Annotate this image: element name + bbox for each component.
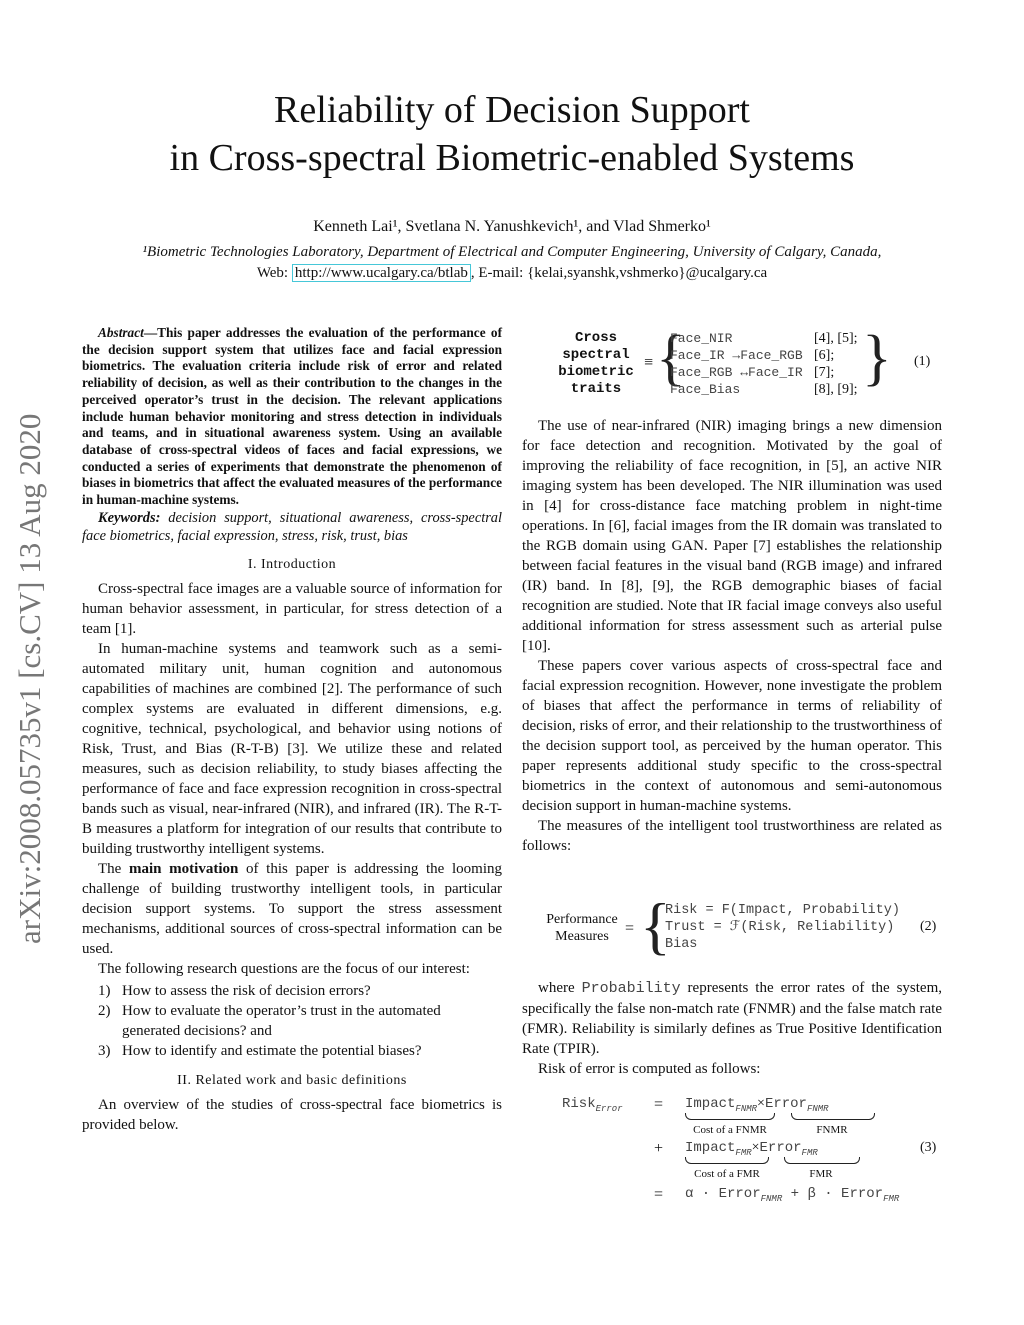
author-list: Kenneth Lai¹, Svetlana N. Yanushkevich¹, and Vlad Shmerko¹ [313,218,711,235]
eq1-row-expr: Face_NIR [670,331,733,346]
keywords-label: Keywords: [98,509,161,526]
research-questions [82,981,502,1061]
eq1-row-expr: Face_Bias [670,382,741,397]
eq3-sub: FNMR [735,1103,758,1114]
abstract-label: Abstract [98,325,144,340]
eq3-lhs-text: Risk [562,1096,596,1112]
probability-term: Probability [581,980,681,997]
equation-3 [522,1092,942,1212]
eq1-row-refs: [8], [9]; [814,382,858,397]
eq2-lhs-line: Measures [555,929,609,944]
left-column [82,325,502,1135]
list-text: How to assess the risk of decision errors? [122,982,371,999]
eq2-lhs-line: Performance [546,912,618,927]
eq3-underbrace-icon [685,1157,769,1164]
eq3-cost-fnmr-label: Cost of a FNMR [693,1124,767,1136]
eq3-equals-1: = [654,1096,664,1113]
motivation-pre: The [98,860,129,877]
eq2-lhs [532,911,635,945]
eq1-lhs-line: traits [570,381,622,397]
lab-url-link[interactable]: http://www.ucalgary.ca/btlab [292,264,471,282]
eq1-row-refs: [7]; [814,365,835,380]
eq3-term-2 [685,1140,818,1158]
intro-paragraph-3 [82,859,502,959]
right-column-lower [522,978,942,1079]
eq1-row-refs: [4], [5]; [814,331,858,346]
eq3-times-icon: × [757,1096,765,1111]
eq3-underbrace-icon [791,1113,875,1120]
eq3-plus: + [654,1140,664,1157]
list-number: 2) [98,1002,111,1019]
keywords [82,509,502,545]
email-text: , E-mail: {kelai,syanshk,vshmerko}@ucalgary.ca [470,265,768,281]
probability-paragraph [522,978,942,1059]
eq3-line-3 [685,1186,899,1204]
contact-line [0,265,1024,282]
list-text: How to identify and estimate the potential biases? [122,1042,422,1059]
title-line-2: in Cross-spectral Biometric-enabled Systems [169,137,855,179]
eq1-lhs-line: Cross [574,330,617,346]
list-item [82,1041,502,1061]
eq1-left-brace-icon: { [656,324,686,392]
related-work-paragraph: An overview of the studies of cross-spectral face biometrics is provided below. [82,1096,502,1133]
intro-paragraph-2: In human-machine systems and teamwork such as a semi-automated military unit, human cognition and autonomous capabilities of machines are combined [2]. The performance of such complex systems are evaluated in different dimensions, e.g. cognitive, technical, psychological, and behavior using notions of Risk, Trust, and Bias (R-T-B) [3]. We utilize these and related measures, such as decision reliability, to study biases affecting the performance of face and face expression recognition in cross-spectral bands such as visual, near-infrared (NIR), and infrared (IR). The R-T-B measures a platform for integration of our results that contribute to building trustworthy intelligent systems. [82,640,502,857]
main-motivation-bold: main motivation [129,860,239,877]
intro-paragraph-1: Cross-spectral face images are a valuable source of information for human behavior assessment, in particular, for stress detection of a team [1]. [82,580,502,637]
eq3-cost-fmr-label: Cost of a FMR [694,1168,760,1180]
list-number: 3) [98,1042,111,1059]
eq1-lhs-line: biometric [558,364,634,380]
eq3-lhs [562,1096,623,1114]
right-column-upper [522,416,942,856]
eq3-underbrace-icon [685,1113,775,1120]
section-heading-introduction: I. Introduction [247,556,337,572]
arxiv-identifier: arXiv:2008.05735v1 [cs.CV] 13 Aug 2020 [12,413,47,944]
affiliation: ¹Biometric Technologies Laboratory, Department of Electrical and Computer Engineering, University of Calgary, Canada, [142,244,882,260]
measures-intro-paragraph: The measures of the intelligent tool trustworthiness are related as follows: [522,818,942,854]
eq3-times-icon: × [751,1140,760,1155]
eq2-row: Bias [665,937,698,952]
eq3-sub: FNMR [806,1103,829,1114]
eq1-refs [814,330,858,398]
eq3-impact-fnmr: Impact [685,1096,736,1112]
eq1-right-brace-icon: } [862,324,892,392]
paper-title [0,86,1024,182]
eq3-impact-fmr: Impact [685,1140,736,1156]
eq3-underbrace-icon [784,1157,860,1164]
risk-intro-paragraph: Risk of error is computed as follows: [538,1061,761,1077]
intro-paragraph-4: The following research questions are the focus of our interest: [98,960,470,977]
title-line-1: Reliability of Decision Support [273,89,750,131]
list-text: How to evaluate the operator’s trust in the automated generated decisions? and [122,1002,441,1039]
eq3-sub: FMR [883,1193,900,1204]
eq2-row: Trust = ℱ(Risk, Reliability) [665,920,895,935]
overview-paragraph: These papers cover various aspects of cross-spectral face and facial expression recognition. However, none investigate the problem of biases that affect the performance in terms of reliability of decision, risks of error, and their relationship to the trustworthiness of the decision support tool, as perceived by the human operator. This paper represents additional study specific to the cross-spectral biometrics in the context of autonomous and semi-autonomous decision support in human-machine systems. [522,658,942,814]
eq3-term-1 [685,1096,829,1114]
eq2-equals: = [625,920,635,937]
eq3-beta-term: + β · Error [782,1186,884,1202]
probability-post: represents the error rates of the system, specifically the false non-match rate (FNMR) and the false match rate (FMR). Reliability is similarly defines as True Positive Identification Rate (TPIR). [522,980,943,1057]
web-label: Web: [256,265,292,281]
list-item [82,981,502,1001]
motivation-post: of this paper is addressing the looming challenge of building trustworthy intelligent tools, in particular decision support systems. To support the stress assessment mechanisms, additional sources of cross-spectral information can be used. [82,860,502,957]
keywords-text: decision support, situational awareness, cross-spectral face biometrics, facial expression, stress, risk, trust, bias [82,509,502,544]
eq2-row: Risk = F(Impact, Probability) [665,903,900,918]
eq3-fnmr-label: FNMR [816,1124,848,1136]
eq1-row-expr: Face_RGB ↔Face_IR [670,365,803,380]
list-number: 1) [98,982,111,999]
eq1-row-refs: [6]; [814,348,835,363]
abstract-text: —This paper addresses the evaluation of the performance of the decision support system that utilizes face and facial expression biometrics. The evaluation criteria include risk of error and related reliability of decision, as well as their contribution to the changes in the perceived operator’s trust in the decision. The relevant applications include human behavior monitoring and stress detection in individuals and teams, and in situational awareness system. Using an available database of cross-spectral videos of faces and facial expressions, we conducted a series of experiments that demonstrate the phenomenon of biases in biometrics that affect the evaluated measures of the performance in human-machine systems. [82,325,502,508]
eq3-alpha-term: α · Error [685,1186,761,1202]
eq3-equals-2: = [654,1186,664,1203]
eq3-sub: FMR [801,1147,818,1158]
eq3-fmr-label: FMR [809,1168,833,1180]
eq3-sub: FNMR [760,1193,783,1204]
eq1-lhs [548,330,644,398]
eq2-rows [665,902,900,953]
eq1-number: (1) [914,354,931,369]
eq3-error-fmr: Error [759,1140,802,1156]
section-heading-related-work: II. Related work and basic definitions [177,1072,407,1088]
equation-2 [522,890,942,961]
eq3-number: (3) [920,1140,937,1155]
list-item [82,1001,502,1041]
probability-pre: where [538,980,582,996]
eq1-equiv-symbol: ≡ [644,354,654,371]
equation-1 [548,324,948,400]
eq3-lhs-sub: Error [595,1103,623,1114]
abstract [82,325,502,509]
eq1-row-expr: Face_IR →Face_RGB [670,348,803,363]
nir-paragraph: The use of near-infrared (NIR) imaging brings a new dimension for face detection and recognition. Motivated by the goal of improving the reliability of face recognition, in [5], an active NIR imaging system has been developed. The NIR illumination was used in [4] for cross-distance face matching problem in night-time operations. In [6], facial images from the IR domain was translated to the RGB domain using GAN. Paper [7] establishes the relationship between facial features in the visual band (RGB image) and infrared (IR) band. In [8], [9], the RGB demographic biases of facial recognition are studied. Note that IR facial image conveys also useful additional information for stress assessment such as arterial pulse [10]. [522,418,942,654]
eq1-lhs-line: spectral [562,347,630,363]
eq2-left-brace-icon: { [640,890,671,961]
eq3-sub: FMR [735,1147,752,1158]
eq3-error-fnmr: Error [764,1096,807,1112]
eq2-number: (2) [920,919,937,934]
eq1-rows [670,330,803,398]
